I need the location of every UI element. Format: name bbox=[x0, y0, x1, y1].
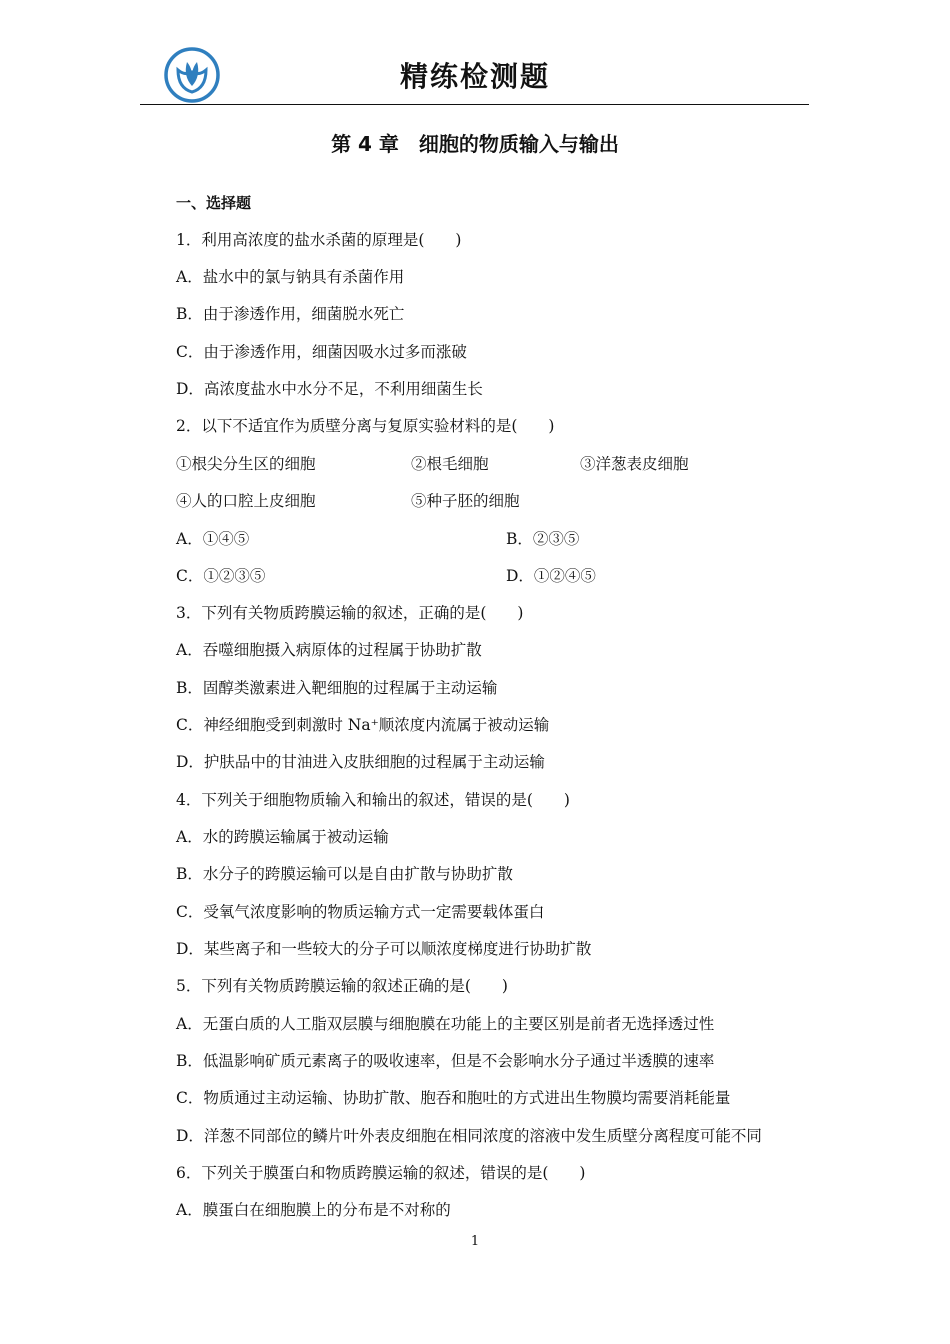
page-number: 1 bbox=[470, 1234, 480, 1249]
q3-option-a: A．吞噬细胞摄入病原体的过程属于协助扩散 bbox=[176, 641, 482, 659]
section-heading: 一、选择题 bbox=[176, 194, 252, 212]
q2-material-1: ①根尖分生区的细胞 bbox=[176, 455, 316, 473]
chapter-title: 第 4 章 细胞的物质输入与输出 bbox=[331, 132, 619, 156]
q6-option-a: A．膜蛋白在细胞膜上的分布是不对称的 bbox=[176, 1201, 451, 1219]
q2-option-b: B．②③⑤ bbox=[506, 530, 580, 548]
q2-material-4: ④人的口腔上皮细胞 bbox=[176, 492, 316, 510]
q2-option-d: D．①②④⑤ bbox=[506, 567, 596, 585]
question-6: 6．下列关于膜蛋白和物质跨膜运输的叙述，错误的是( ) bbox=[176, 1164, 586, 1182]
q3-option-b: B．固醇类激素进入靶细胞的过程属于主动运输 bbox=[176, 679, 498, 697]
page-header bbox=[0, 0, 950, 110]
q1-option-d: D．高浓度盐水中水分不足，不利用细菌生长 bbox=[176, 380, 483, 398]
q5-option-c: C．物质通过主动运输、协助扩散、胞吞和胞吐的方式进出生物膜均需要消耗能量 bbox=[176, 1089, 731, 1107]
header-divider bbox=[140, 104, 809, 105]
question-3: 3．下列有关物质跨膜运输的叙述，正确的是( ) bbox=[176, 604, 524, 622]
q4-option-d: D．某些离子和一些较大的分子可以顺浓度梯度进行协助扩散 bbox=[176, 940, 592, 958]
question-5: 5．下列有关物质跨膜运输的叙述正确的是( ) bbox=[176, 977, 508, 995]
q4-option-c: C．受氧气浓度影响的物质运输方式一定需要载体蛋白 bbox=[176, 903, 545, 921]
q4-option-b: B．水分子的跨膜运输可以是自由扩散与协助扩散 bbox=[176, 865, 513, 883]
q3-option-c: C．神经细胞受到刺激时 Na⁺顺浓度内流属于被动运输 bbox=[176, 716, 550, 734]
q1-option-b: B．由于渗透作用，细菌脱水死亡 bbox=[176, 305, 405, 323]
q2-option-a: A．①④⑤ bbox=[176, 530, 250, 548]
q1-option-a: A．盐水中的氯与钠具有杀菌作用 bbox=[176, 268, 405, 286]
q5-option-b: B．低温影响矿质元素离子的吸收速率，但是不会影响水分子通过半透膜的速率 bbox=[176, 1052, 715, 1070]
q5-option-d: D．洋葱不同部位的鳞片叶外表皮细胞在相同浓度的溶液中发生质壁分离程度可能不同 bbox=[176, 1127, 762, 1145]
header-title: 精练检测题 bbox=[399, 60, 550, 93]
q2-material-2: ②根毛细胞 bbox=[411, 455, 489, 473]
question-2: 2．以下不适宜作为质壁分离与复原实验材料的是( ) bbox=[176, 417, 555, 435]
q1-option-c: C．由于渗透作用，细菌因吸水过多而涨破 bbox=[176, 343, 467, 361]
shield-leaf-logo-icon bbox=[163, 46, 221, 104]
q5-option-a: A．无蛋白质的人工脂双层膜与细胞膜在功能上的主要区别是前者无选择透过性 bbox=[176, 1015, 715, 1033]
question-1: 1．利用高浓度的盐水杀菌的原理是( ) bbox=[176, 231, 462, 249]
question-4: 4．下列关于细胞物质输入和输出的叙述，错误的是( ) bbox=[176, 791, 570, 809]
q4-option-a: A．水的跨膜运输属于被动运输 bbox=[176, 828, 389, 846]
q2-option-c: C．①②③⑤ bbox=[176, 567, 266, 585]
q2-material-3: ③洋葱表皮细胞 bbox=[580, 455, 689, 473]
q3-option-d: D．护肤品中的甘油进入皮肤细胞的过程属于主动运输 bbox=[176, 753, 545, 771]
q2-material-5: ⑤种子胚的细胞 bbox=[411, 492, 520, 510]
